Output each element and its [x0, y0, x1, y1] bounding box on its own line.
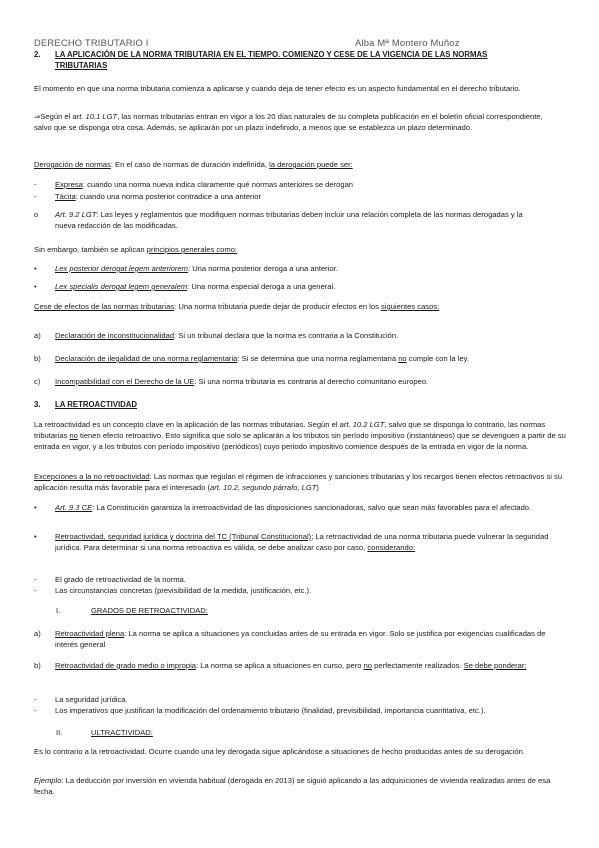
paragraph-ultractivity: Es lo contrario a la retroactividad. Ocurre cuando una ley derogada sigue aplicándose a situaciones de hecho producidas antes de su derogación.: [34, 747, 525, 756]
list-marker-b: b): [34, 354, 41, 363]
criterion-circumstances: Las circunstancias concretas (previsibilidad de la medida, justificación, etc.).: [55, 586, 312, 595]
degree-full-retroactivity: Retroactividad plena: La norma se aplica a situaciones ya concluidas antes de su entrada en vigor. Solo se justifica por exigencias cualificadas de interés general: [55, 629, 546, 649]
degree-medium-retroactivity: Retroactividad de grado medio o impropia: La norma se aplica a situaciones en curso, pero no perfectamente realizados. Se debe ponderar:: [55, 661, 527, 670]
bullet-dot: •: [34, 282, 37, 291]
section-2-title-line2: TRIBUTARIAS: [55, 61, 108, 70]
paragraph-intro: El momento en que una norma tributaria comienza a aplicarse y cuando deja de tener efecto es un aspecto fundamental en el derecho tributario.: [34, 84, 521, 93]
bullet-dash: -: [34, 180, 37, 189]
paragraph-retroactivity: La retroactividad es un concepto clave en la aplicación de las normas tributarias. Según el art. 10.2 LGT, salvo que se disponga lo contrario, las normas tributarias no tienen efecto retroactivo. Esto significa que solo se aplicarán a los tributos sin período impositivo (instantáneos) que se devenguen a partir de su entrada en vigor, y a los tributos con período impositivo (periódicos) cuyo periodo impositivo comience después de la entrada en vigor de la norma.: [34, 420, 566, 451]
list-item-art-9-2: Art. 9.2 LGT: Las leyes y reglamentos que modifiquen normas tributarias deben incluir una relación completa de las normas derogadas y la nueva redacción de las modificadas.: [55, 210, 523, 230]
derogation-heading: Derogación de normas: En el caso de normas de duración indefinida, la derogación puede ser:: [34, 160, 353, 169]
section-3-title: LA RETROACTIVIDAD: [55, 400, 138, 409]
cessation-case-eu-law: Incompatibilidad con el Derecho de la UE: Si una norma tributaria es contraria al derecho comunitario europeo.: [55, 377, 429, 386]
bullet-dash: -: [34, 586, 37, 595]
bullet-dot: •: [34, 503, 37, 512]
weigh-legal-certainty: La seguridad jurídica.: [55, 695, 128, 704]
bullet-dash: -: [34, 192, 37, 201]
list-marker-a: a): [34, 629, 41, 638]
bullet-dot: •: [34, 532, 37, 541]
criterion-degree: El grado de retroactividad de la norma.: [55, 575, 186, 584]
bullet-circle: o: [34, 210, 39, 219]
principle-lex-posterior: Lex posterior derogat legem anteriorem: Una norma posterior deroga a una anterior.: [55, 264, 338, 273]
bullet-dash: -: [34, 575, 37, 584]
exception-art-9-3: Art. 9.3 CE: La Constitución garantiza la irretroactividad de las disposiciones sancionadoras, salvo que sean más favorables para el afectado.: [55, 503, 532, 512]
subsection-i-title: GRADOS DE RETROACTIVIDAD:: [91, 606, 208, 615]
list-marker-c: c): [34, 377, 41, 386]
bullet-dash: -: [34, 695, 37, 704]
paragraph-example: Ejemplo: La deducción por inversión en vivienda habitual (derogada en 2013) se siguió aplicando a las adquisiciones de vivienda realizadas antes de esa fecha.: [34, 776, 551, 796]
cessation-case-illegality: Declaración de ilegalidad de una norma reglamentaria: Si se determina que una norma reglamentaria no cumple con la ley.: [55, 354, 469, 363]
cessation-heading: Cese de efectos de las normas tributarias: Una norma tributaria puede dejar de producir efectos en los siguientes casos:: [34, 302, 440, 311]
general-principles-intro: Sin embargo, también se aplican principios generales como:: [34, 245, 238, 254]
list-item-expresa: Expresa: cuando una norma nueva indica claramente qué normas anteriores se derogan: [55, 180, 354, 189]
paragraph-entry-into-force: ⇒Según el art. 10.1 LGT, las normas tributarias entran en vigor a los 20 días naturales de su completa publicación en el boletín oficial correspondiente, salvo que se disponga otra cosa. Además, se aplicarán por un plazo indefinido, a menos que se establezca un plazo determinado.: [34, 112, 543, 132]
principle-lex-specialis: Lex specialis derogat legem generalem: Una norma especial deroga a una general.: [55, 282, 336, 291]
cessation-case-unconstitutionality: Declaración de inconstitucionalidad: Si un tribunal declara que la norma es contraria a la Constitución.: [55, 331, 399, 340]
list-item-tacita: Tácita: cuando una norma posterior contradice a una anterior: [55, 192, 262, 201]
subsection-i-number: I.: [56, 606, 61, 615]
header-course: DERECHO TRIBUTARIO I: [34, 37, 149, 48]
section-3-number: 3.: [34, 400, 41, 409]
bullet-dash: -: [34, 706, 37, 715]
section-2-title-line1: LA APLICACIÓN DE LA NORMA TRIBUTARIA EN EL TIEMPO. COMIENZO Y CESE DE LA VIGENCIA DE LAS NORMAS: [55, 50, 488, 59]
subsection-ii-number: II.: [56, 728, 63, 737]
list-marker-a: a): [34, 331, 41, 340]
section-2-number: 2.: [34, 50, 41, 59]
exception-tc-doctrine: Retroactividad, seguridad jurídica y doctrina del TC (Tribunal Constitucional); La retroactividad de una norma tributaria puede vulnerar la seguridad jurídica. Para determinar si una norma retroactiva es válida, se debe analizar caso por caso, considerando:: [55, 532, 549, 552]
header-author: Alba Mª Montero Muñoz: [355, 37, 460, 48]
list-marker-b: b): [34, 661, 41, 670]
weigh-imperatives: Los imperativos que justifican la modificación del ordenamiento tributario (finalidad, previsibilidad, importancia cuantitativa, etc.).: [55, 706, 486, 715]
subsection-ii-title: ULTRACTIVIDAD:: [91, 728, 153, 737]
paragraph-exceptions: Excepciones a la no retroactividad: Las normas que regulan el régimen de infracciones y sanciones tributarias y los recargos tienen efectos retroactivos si su aplicación resulta más favorable para el interesado (art. 10.2, segundo párrafo, LGT): [34, 472, 563, 492]
bullet-dot: •: [34, 264, 37, 273]
